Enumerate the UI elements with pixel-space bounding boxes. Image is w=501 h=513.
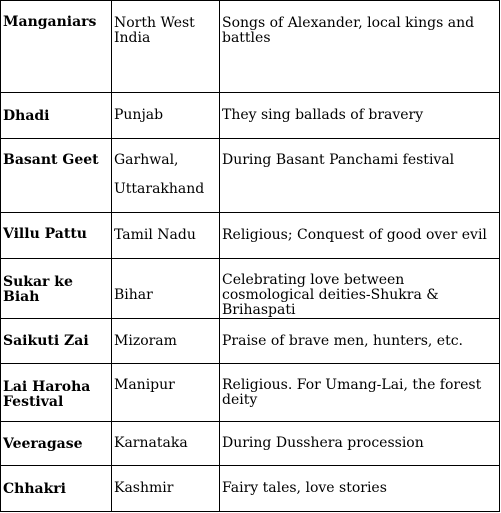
description-cell [220, 422, 500, 466]
description-text: During Dusshera procession [222, 435, 424, 451]
tradition-name-cell [1, 466, 112, 512]
table-row [1, 259, 500, 319]
table-row [1, 466, 500, 512]
description-cell [220, 319, 500, 364]
region-line: Uttarakhand [114, 181, 205, 197]
description-cell [220, 1, 500, 93]
region-cell [112, 93, 220, 139]
tradition-name: Villu Pattu [3, 226, 87, 242]
table-row [1, 319, 500, 364]
region-text: North West India [114, 15, 195, 46]
description-cell [220, 139, 500, 213]
table-row [1, 213, 500, 259]
region-text: Manipur [114, 377, 175, 393]
table-row [1, 1, 500, 93]
table-row [1, 364, 500, 422]
region-cell [112, 213, 220, 259]
region-cell [112, 259, 220, 319]
region-line: Garhwal, [114, 152, 179, 168]
region-text: Karnataka [114, 435, 188, 451]
region-text: Mizoram [114, 333, 177, 349]
region-text: Bihar [114, 287, 153, 303]
table-row [1, 139, 500, 213]
tradition-name-cell [1, 93, 112, 139]
tradition-name-cell [1, 319, 112, 364]
region-cell [112, 422, 220, 466]
description-cell [220, 466, 500, 512]
tradition-name: Dhadi [3, 108, 50, 124]
region-text: Tamil Nadu [114, 227, 196, 243]
description-text: Songs of Alexander, local kings and battles [222, 15, 475, 46]
tradition-name: Sukar ke Biah [3, 274, 73, 305]
table-row [1, 422, 500, 466]
tradition-name-cell [1, 259, 112, 319]
tradition-name: Saikuti Zai [3, 333, 89, 349]
tradition-name: Manganiars [3, 14, 97, 30]
tradition-name-cell [1, 213, 112, 259]
region-cell [112, 139, 220, 213]
table-row [1, 93, 500, 139]
region-cell [112, 466, 220, 512]
region-cell [112, 319, 220, 364]
tradition-name: Chhakri [3, 481, 66, 497]
tradition-name: Basant Geet [3, 152, 99, 168]
description-cell [220, 93, 500, 139]
tradition-name: Veeragase [3, 436, 83, 452]
description-text: Fairy tales, love stories [222, 480, 387, 496]
description-text: During Basant Panchami festival [222, 152, 455, 168]
description-text: Religious. For Umang-Lai, the forest deity [222, 377, 482, 408]
description-text: They sing ballads of bravery [222, 107, 424, 123]
description-text: Celebrating love between cosmological deities-Shukra & Brihaspati [222, 272, 439, 318]
region-text: Punjab [114, 107, 164, 123]
description-cell [220, 259, 500, 319]
region-cell [112, 364, 220, 422]
tradition-name-cell [1, 364, 112, 422]
description-text: Praise of brave men, hunters, etc. [222, 333, 463, 349]
description-text: Religious; Conquest of good over evil [222, 227, 487, 243]
tradition-name-cell [1, 422, 112, 466]
tradition-name-cell [1, 1, 112, 93]
tradition-name-cell [1, 139, 112, 213]
description-cell [220, 213, 500, 259]
region-text: Kashmir [114, 480, 174, 496]
region-cell [112, 1, 220, 93]
description-cell [220, 364, 500, 422]
tradition-name: Lai Haroha Festival [3, 379, 91, 410]
